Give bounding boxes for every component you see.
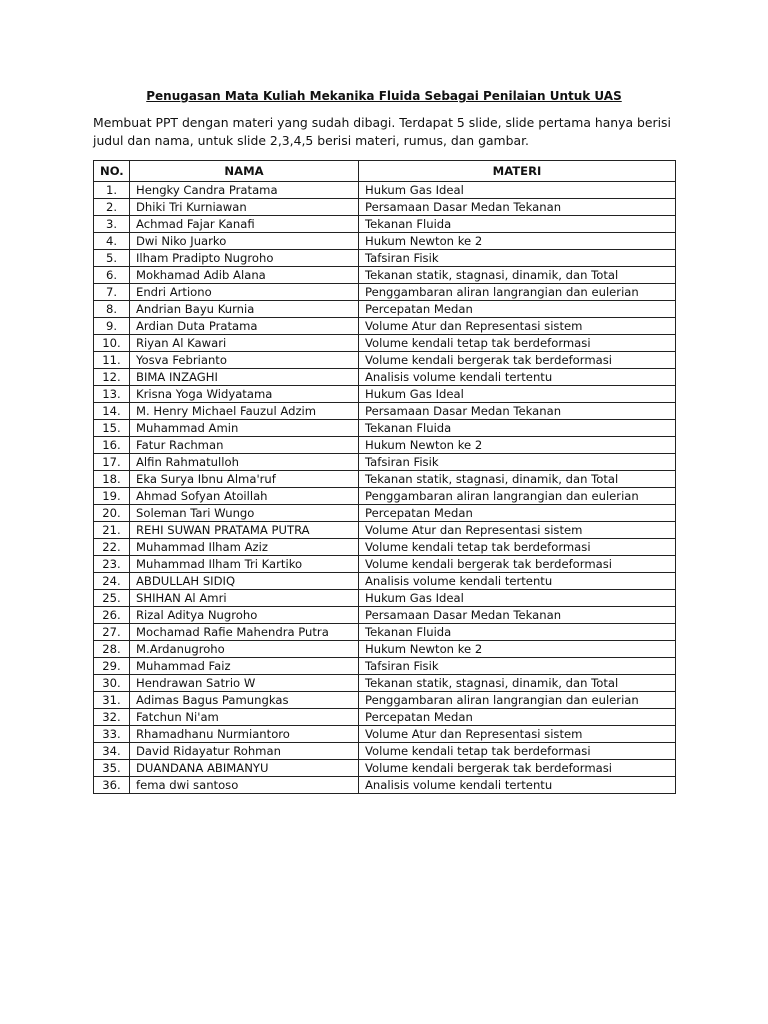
table-row xyxy=(94,420,676,437)
cell-materi: Hukum Gas Ideal xyxy=(359,386,676,403)
table-row xyxy=(94,641,676,658)
table-row xyxy=(94,777,676,794)
cell-nama: Krisna Yoga Widyatama xyxy=(130,386,359,403)
table-row xyxy=(94,335,676,352)
cell-nama: Muhammad Ilham Aziz xyxy=(130,539,359,556)
cell-no: 27. xyxy=(94,624,130,641)
table-row xyxy=(94,284,676,301)
cell-nama: Endri Artiono xyxy=(130,284,359,301)
cell-no: 17. xyxy=(94,454,130,471)
cell-no: 4. xyxy=(94,233,130,250)
cell-materi: Tafsiran Fisik xyxy=(359,250,676,267)
cell-nama: SHIHAN Al Amri xyxy=(130,590,359,607)
table-row xyxy=(94,573,676,590)
table-row xyxy=(94,233,676,250)
table-row xyxy=(94,471,676,488)
table-row xyxy=(94,675,676,692)
cell-no: 9. xyxy=(94,318,130,335)
cell-materi: Volume kendali bergerak tak berdeformasi xyxy=(359,556,676,573)
cell-materi: Tekanan statik, stagnasi, dinamik, dan Total xyxy=(359,471,676,488)
table-row xyxy=(94,454,676,471)
cell-materi: Volume kendali tetap tak berdeformasi xyxy=(359,335,676,352)
cell-no: 18. xyxy=(94,471,130,488)
cell-materi: Persamaan Dasar Medan Tekanan xyxy=(359,199,676,216)
cell-nama: Fatchun Ni'am xyxy=(130,709,359,726)
table-row xyxy=(94,726,676,743)
cell-materi: Hukum Gas Ideal xyxy=(359,590,676,607)
cell-materi: Analisis volume kendali tertentu xyxy=(359,777,676,794)
table-row xyxy=(94,539,676,556)
cell-no: 21. xyxy=(94,522,130,539)
cell-no: 11. xyxy=(94,352,130,369)
cell-nama: Yosva Febrianto xyxy=(130,352,359,369)
cell-materi: Volume Atur dan Representasi sistem xyxy=(359,318,676,335)
cell-nama: Adimas Bagus Pamungkas xyxy=(130,692,359,709)
cell-no: 6. xyxy=(94,267,130,284)
cell-no: 3. xyxy=(94,216,130,233)
table-row xyxy=(94,352,676,369)
cell-no: 5. xyxy=(94,250,130,267)
cell-materi: Tekanan Fluida xyxy=(359,216,676,233)
table-row xyxy=(94,386,676,403)
cell-no: 32. xyxy=(94,709,130,726)
cell-nama: Achmad Fajar Kanafi xyxy=(130,216,359,233)
cell-nama: Eka Surya Ibnu Alma'ruf xyxy=(130,471,359,488)
cell-materi: Analisis volume kendali tertentu xyxy=(359,573,676,590)
cell-nama: Dwi Niko Juarko xyxy=(130,233,359,250)
document-title: Penugasan Mata Kuliah Mekanika Fluida Sebagai Penilaian Untuk UAS xyxy=(146,89,622,103)
header-nama: NAMA xyxy=(130,161,359,182)
cell-materi: Tafsiran Fisik xyxy=(359,454,676,471)
cell-materi: Persamaan Dasar Medan Tekanan xyxy=(359,403,676,420)
cell-nama: Dhiki Tri Kurniawan xyxy=(130,199,359,216)
cell-no: 7. xyxy=(94,284,130,301)
cell-no: 20. xyxy=(94,505,130,522)
table-row xyxy=(94,199,676,216)
cell-no: 12. xyxy=(94,369,130,386)
table-row xyxy=(94,556,676,573)
cell-materi: Volume kendali bergerak tak berdeformasi xyxy=(359,352,676,369)
table-row xyxy=(94,250,676,267)
cell-materi: Hukum Newton ke 2 xyxy=(359,233,676,250)
cell-nama: ABDULLAH SIDIQ xyxy=(130,573,359,590)
cell-nama: Alfin Rahmatulloh xyxy=(130,454,359,471)
cell-no: 16. xyxy=(94,437,130,454)
cell-nama: fema dwi santoso xyxy=(130,777,359,794)
cell-no: 30. xyxy=(94,675,130,692)
table-row xyxy=(94,488,676,505)
cell-no: 26. xyxy=(94,607,130,624)
cell-no: 33. xyxy=(94,726,130,743)
cell-materi: Volume kendali tetap tak berdeformasi xyxy=(359,743,676,760)
table-body xyxy=(94,182,676,794)
cell-nama: Ahmad Sofyan Atoillah xyxy=(130,488,359,505)
cell-no: 8. xyxy=(94,301,130,318)
table-row xyxy=(94,267,676,284)
table-row xyxy=(94,590,676,607)
cell-nama: M. Henry Michael Fauzul Adzim xyxy=(130,403,359,420)
cell-materi: Volume Atur dan Representasi sistem xyxy=(359,522,676,539)
cell-no: 31. xyxy=(94,692,130,709)
table-row xyxy=(94,505,676,522)
cell-materi: Hukum Gas Ideal xyxy=(359,182,676,199)
table-row xyxy=(94,369,676,386)
cell-materi: Penggambaran aliran langrangian dan eulerian xyxy=(359,488,676,505)
cell-no: 22. xyxy=(94,539,130,556)
cell-materi: Hukum Newton ke 2 xyxy=(359,437,676,454)
cell-materi: Hukum Newton ke 2 xyxy=(359,641,676,658)
intro-paragraph: Membuat PPT dengan materi yang sudah dibagi. Terdapat 5 slide, slide pertama hanya berisi judul dan nama, untuk slide 2,3,4,5 berisi materi, rumus, dan gambar. xyxy=(93,115,671,148)
table-row xyxy=(94,403,676,420)
cell-no: 13. xyxy=(94,386,130,403)
cell-no: 24. xyxy=(94,573,130,590)
cell-materi: Percepatan Medan xyxy=(359,709,676,726)
cell-nama: Hengky Candra Pratama xyxy=(130,182,359,199)
cell-nama: Muhammad Amin xyxy=(130,420,359,437)
table-row xyxy=(94,692,676,709)
cell-no: 34. xyxy=(94,743,130,760)
cell-nama: Ilham Pradipto Nugroho xyxy=(130,250,359,267)
cell-materi: Tekanan Fluida xyxy=(359,420,676,437)
cell-materi: Tafsiran Fisik xyxy=(359,658,676,675)
cell-no: 2. xyxy=(94,199,130,216)
cell-nama: Andrian Bayu Kurnia xyxy=(130,301,359,318)
cell-nama: Mochamad Rafie Mahendra Putra xyxy=(130,624,359,641)
cell-no: 15. xyxy=(94,420,130,437)
cell-materi: Analisis volume kendali tertentu xyxy=(359,369,676,386)
cell-nama: Muhammad Ilham Tri Kartiko xyxy=(130,556,359,573)
header-no: NO. xyxy=(94,161,130,182)
table-row xyxy=(94,624,676,641)
table-row xyxy=(94,658,676,675)
table-row xyxy=(94,760,676,777)
cell-materi: Volume kendali tetap tak berdeformasi xyxy=(359,539,676,556)
cell-materi: Volume Atur dan Representasi sistem xyxy=(359,726,676,743)
cell-no: 29. xyxy=(94,658,130,675)
table-row xyxy=(94,216,676,233)
cell-no: 14. xyxy=(94,403,130,420)
cell-no: 10. xyxy=(94,335,130,352)
cell-nama: Riyan Al Kawari xyxy=(130,335,359,352)
cell-no: 36. xyxy=(94,777,130,794)
cell-nama: DUANDANA ABIMANYU xyxy=(130,760,359,777)
table-row xyxy=(94,522,676,539)
cell-nama: David Ridayatur Rohman xyxy=(130,743,359,760)
cell-materi: Tekanan statik, stagnasi, dinamik, dan Total xyxy=(359,675,676,692)
cell-no: 28. xyxy=(94,641,130,658)
table-row xyxy=(94,182,676,199)
cell-no: 1. xyxy=(94,182,130,199)
cell-materi: Volume kendali bergerak tak berdeformasi xyxy=(359,760,676,777)
cell-nama: Rizal Aditya Nugroho xyxy=(130,607,359,624)
table-row xyxy=(94,709,676,726)
cell-no: 19. xyxy=(94,488,130,505)
cell-nama: Muhammad Faiz xyxy=(130,658,359,675)
cell-materi: Percepatan Medan xyxy=(359,505,676,522)
cell-nama: Hendrawan Satrio W xyxy=(130,675,359,692)
cell-nama: Fatur Rachman xyxy=(130,437,359,454)
cell-nama: Soleman Tari Wungo xyxy=(130,505,359,522)
cell-nama: Rhamadhanu Nurmiantoro xyxy=(130,726,359,743)
cell-materi: Penggambaran aliran langrangian dan eulerian xyxy=(359,284,676,301)
table-row xyxy=(94,318,676,335)
cell-nama: Mokhamad Adib Alana xyxy=(130,267,359,284)
cell-nama: REHI SUWAN PRATAMA PUTRA xyxy=(130,522,359,539)
cell-materi: Percepatan Medan xyxy=(359,301,676,318)
cell-nama: BIMA INZAGHI xyxy=(130,369,359,386)
cell-materi: Tekanan statik, stagnasi, dinamik, dan Total xyxy=(359,267,676,284)
cell-materi: Persamaan Dasar Medan Tekanan xyxy=(359,607,676,624)
cell-no: 23. xyxy=(94,556,130,573)
assignment-table xyxy=(93,160,676,794)
cell-nama: M.Ardanugroho xyxy=(130,641,359,658)
table-row xyxy=(94,607,676,624)
cell-no: 35. xyxy=(94,760,130,777)
cell-materi: Tekanan Fluida xyxy=(359,624,676,641)
table-row xyxy=(94,301,676,318)
cell-materi: Penggambaran aliran langrangian dan eulerian xyxy=(359,692,676,709)
cell-nama: Ardian Duta Pratama xyxy=(130,318,359,335)
cell-no: 25. xyxy=(94,590,130,607)
table-row xyxy=(94,743,676,760)
table-row xyxy=(94,437,676,454)
header-materi: MATERI xyxy=(359,161,676,182)
table-header-row xyxy=(94,161,676,182)
